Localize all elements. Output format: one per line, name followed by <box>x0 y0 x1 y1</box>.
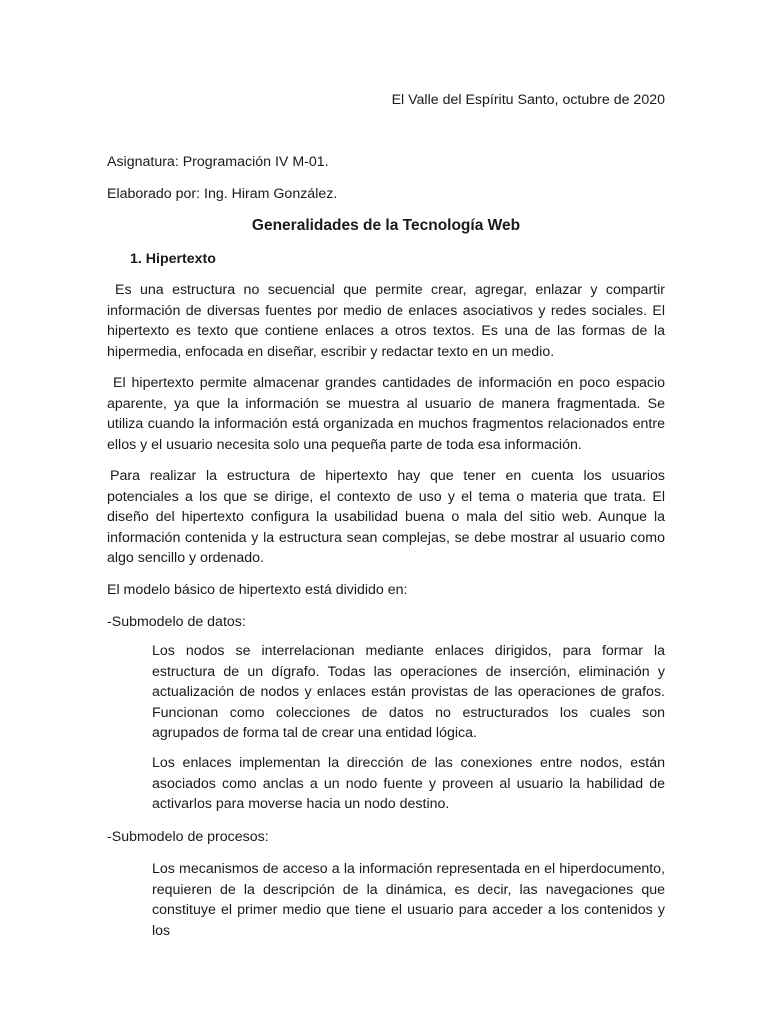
paragraph-2: El hipertexto permite almacenar grandes cantidades de información en poco espacio aparente, ya que la información se muestra al usuario de manera fragmentada. Se utiliza cuando la información está organizada en muchos fragmentos relacionados entre ellos y el usuario necesita solo una pequeña parte de toda esa información. <box>107 375 665 453</box>
paragraph-1: Es una estructura no secuencial que permite crear, agregar, enlazar y compartir información de diversas fuentes por medio de enlaces asociativos y redes sociales. El hipertexto es texto que contiene enlaces a otros textos. Es una de las formas de la hipermedia, enfocada en diseñar, escribir y redactar texto en un medio. <box>107 282 665 360</box>
author-line: Elaborado por: Ing. Hiram González. <box>107 186 338 202</box>
date-line: El Valle del Espíritu Santo, octubre de 2020 <box>391 92 665 108</box>
submodel-data-paragraph-2: Los enlaces implementan la dirección de las conexiones entre nodos, están asociados como anclas a un nodo fuente y proveen al usuario la habilidad de activarlos para moverse hacia un nodo destino. <box>152 755 665 812</box>
subject-line: Asignatura: Programación IV M-01. <box>107 154 329 170</box>
paragraph-4: El modelo básico de hipertexto está dividido en: <box>107 582 408 598</box>
submodel-process-paragraph-1: Los mecanismos de acceso a la información representada en el hiperdocumento, requieren de la descripción de la dinámica, es decir, las navegaciones que constituye el primer medio que tiene el usuario para acceder a los contenidos y los <box>152 861 665 939</box>
submodel-data-label: -Submodelo de datos: <box>107 614 246 630</box>
document-title: Generalidades de la Tecnología Web <box>251 217 521 234</box>
paragraph-3: Para realizar la estructura de hipertexto hay que tener en cuenta los usuarios potenciales a los que se dirige, el contexto de uso y el tema o materia que trata. El diseño del hipertexto configura la usabilidad buena o mala del sitio web. Aunque la información contenida y la estructura sean complejas, se debe mostrar al usuario como algo sencillo y ordenado. <box>107 468 665 566</box>
section-heading: 1. Hipertexto <box>130 251 216 267</box>
submodel-data-paragraph-1: Los nodos se interrelacionan mediante enlaces dirigidos, para formar la estructura de un dígrafo. Todas las operaciones de inserción, eliminación y actualización de nodos y enlaces están provistas de las operaciones de grafos. Funcionan como colecciones de datos no estructurados los cuales son agrupados de forma tal de crear una entidad lógica. <box>152 643 665 741</box>
submodel-process-label: -Submodelo de procesos: <box>107 829 269 845</box>
